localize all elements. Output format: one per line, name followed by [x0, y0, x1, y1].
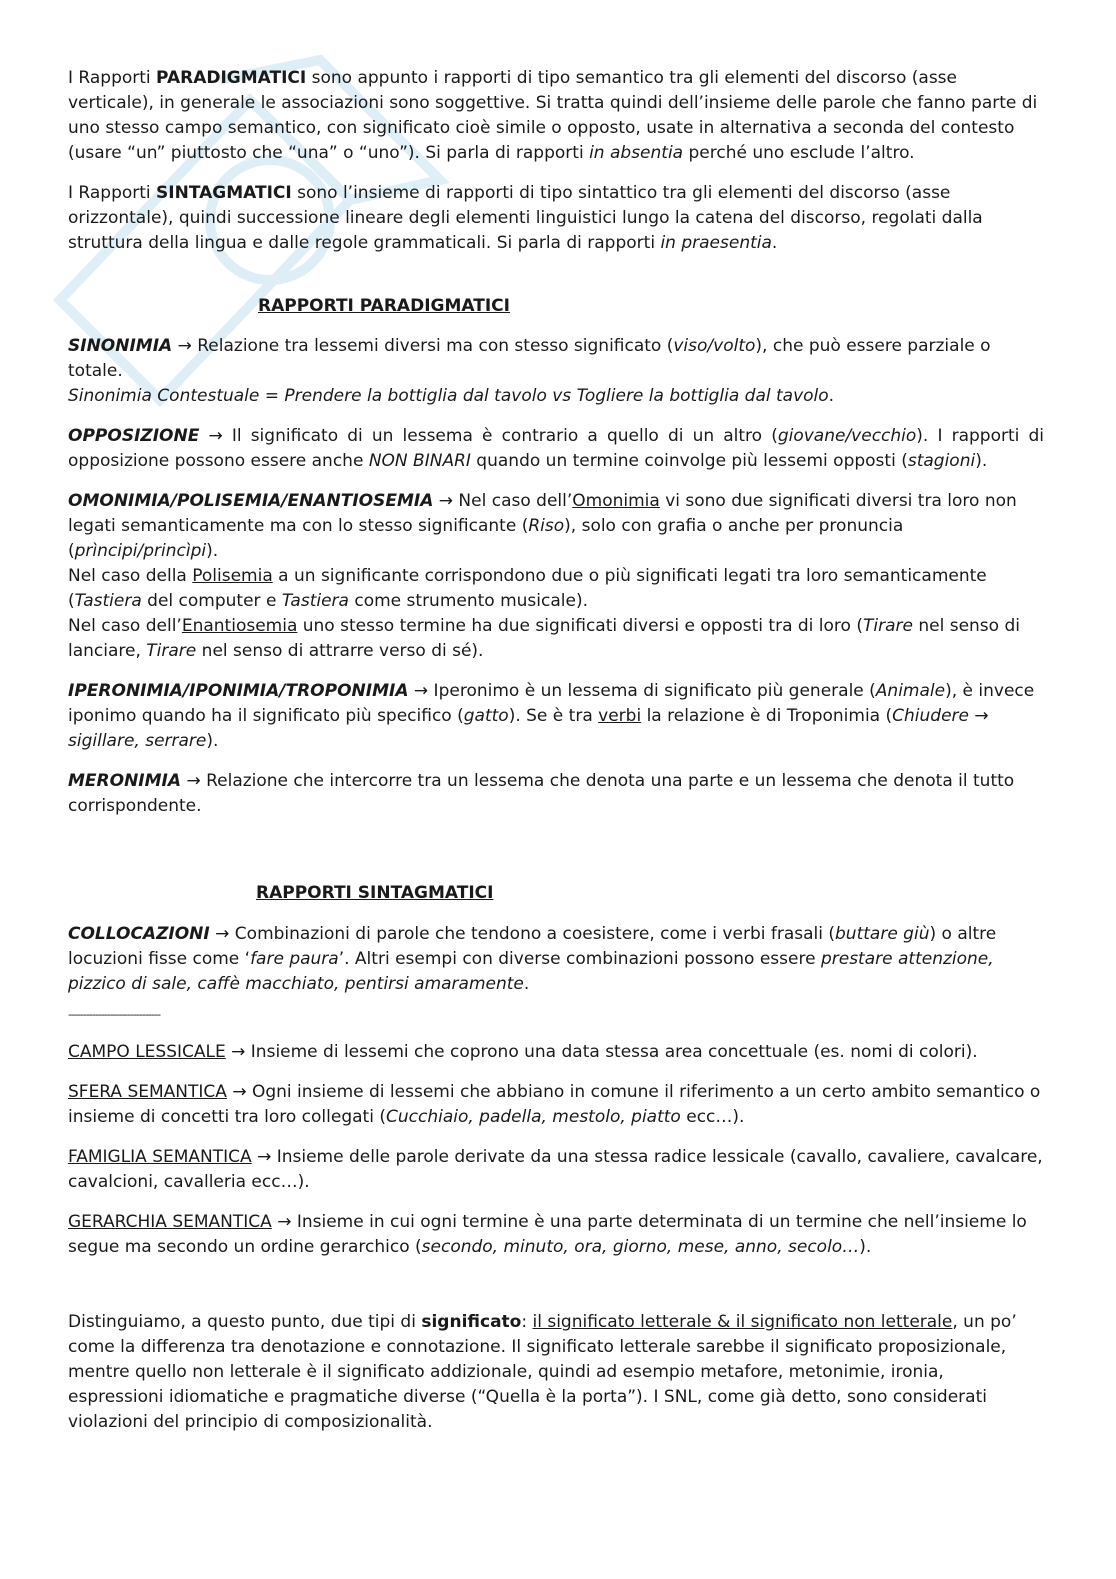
campo-lessicale-paragraph [68, 1040, 1044, 1065]
text: sono l’insieme di rapporti di tipo sintattico tra gli elementi del discorso (asse orizzontale), quindi successione lineare degli elementi linguistici lungo la catena del discorso, regolati dalla struttura della lingua e dalle regole grammaticali. Si parla di rapporti [68, 183, 983, 253]
underlined-term: Omonimia [572, 491, 660, 511]
italic-term: buttare giù [835, 924, 930, 944]
italic-example: Sinonimia Contestuale = Prendere la bottiglia dal tavolo vs Togliere la bottiglia dal tavolo [68, 386, 829, 406]
italic-term: fare paura [250, 949, 339, 969]
underlined-term: SFERA SEMANTICA [68, 1082, 227, 1102]
document-page [68, 66, 1044, 1450]
italic-term: Tastiera [281, 591, 349, 611]
text: ecc…). [680, 1107, 745, 1127]
text: uno stesso termine ha due significati diversi e opposti tra di loro ( [297, 616, 863, 636]
text: I Rapporti [68, 68, 157, 88]
italic-term: giovane/vecchio [777, 426, 917, 446]
underlined-term: CAMPO LESSICALE [68, 1042, 226, 1062]
text: ). [206, 731, 219, 751]
text: quando un termine coinvolge più lessemi opposti ( [470, 451, 908, 471]
italic-term: Tastiera [74, 591, 142, 611]
bold-term: significato [421, 1312, 522, 1332]
text: a un significante corrispondono due o più significati legati tra loro semanticamente ( [68, 566, 987, 611]
text: . [771, 233, 778, 253]
term: MERONIMIA [68, 771, 182, 791]
term: OMONIMIA/POLISEMIA/ENANTIOSEMIA [68, 491, 434, 511]
text: sono appunto i rapporti di tipo semantico tra gli elementi del discorso (asse verticale), in generale le associazioni sono soggettive. Si tratta quindi dell’insieme delle parole che fanno parte di uno stesso campo semantico, con significato cioè simile o opposto, usate in alternativa a seconda del contesto (usare “un” piuttosto che “una” o “uno”). Si parla di rapporti [68, 68, 1038, 163]
arrow-icon: → [257, 1147, 272, 1167]
text: nel senso di attrarre verso di sé). [196, 641, 484, 661]
text: Relazione che intercorre tra un lessema che denota una parte e un lessema che denota il tutto corrispondente. [68, 771, 1015, 816]
text: Ogni insieme di lessemi che abbiano in comune il riferimento a un certo ambito semantico o insieme di concetti tra loro collegati ( [68, 1082, 1041, 1127]
term: OPPOSIZIONE [68, 426, 200, 446]
text: Nel caso dell’ [453, 491, 573, 511]
term: COLLOCAZIONI [68, 924, 210, 944]
italic-term: viso/volto [673, 336, 756, 356]
text: la relazione è di Troponimia ( [641, 706, 893, 726]
arrow-icon: → [438, 491, 454, 511]
collocazioni-paragraph [68, 922, 1044, 997]
underlined-term: il significato letterale & il significato non letterale [532, 1312, 953, 1332]
conclusione-paragraph [68, 1310, 1044, 1435]
text: perché uno esclude l’altro. [683, 143, 915, 163]
text: ’. Altri esempi con diverse combinazioni possono essere [338, 949, 821, 969]
intro-paradigmatici [68, 66, 1044, 166]
text: Relazione tra lessemi diversi ma con stesso significato ( [191, 336, 674, 356]
underlined-term: GERARCHIA SEMANTICA [68, 1212, 272, 1232]
text: . [523, 974, 530, 994]
italic-term: stagioni [907, 451, 976, 471]
underlined-term: Polisemia [192, 566, 273, 586]
arrow-icon: → [277, 1212, 292, 1232]
text: Nel caso della [68, 566, 193, 586]
text: nel senso di lanciare, [68, 616, 1020, 661]
text: come strumento musicale). [348, 591, 588, 611]
text: . [828, 386, 835, 406]
gerarchia-semantica-paragraph [68, 1210, 1044, 1260]
bold-term: PARADIGMATICI [156, 68, 307, 88]
text: Distinguiamo, a questo punto, due tipi di [68, 1312, 422, 1332]
text: ). [206, 541, 219, 561]
iperonimia-paragraph [68, 679, 1044, 754]
underlined-term: verbi [598, 706, 642, 726]
meronimia-paragraph [68, 769, 1044, 819]
italic-term: in absentia [589, 143, 684, 163]
text: ). I rapporti di opposizione possono essere anche [68, 426, 1044, 471]
italic-term: Chiudere → sigillare, serrare [68, 706, 989, 751]
arrow-icon: → [232, 1082, 247, 1102]
text: del computer e [141, 591, 282, 611]
famiglia-semantica-paragraph [68, 1145, 1044, 1195]
heading-sintagmatici: RAPPORTI SINTAGMATICI [256, 883, 494, 903]
italic-term: Cucchiaio, padella, mestolo, piatto [385, 1107, 681, 1127]
term: SINONIMIA [68, 336, 173, 356]
bold-term: SINTAGMATICI [156, 183, 292, 203]
italic-term: Tirare [862, 616, 913, 636]
text: ) o altre locuzioni fisse come ‘ [68, 924, 997, 969]
italic-term: Riso [528, 516, 565, 536]
underlined-term: FAMIGLIA SEMANTICA [68, 1147, 252, 1167]
arrow-icon: → [215, 924, 230, 944]
separator-line: ------------------------------- [68, 1008, 161, 1021]
text: Insieme delle parole derivate da una stessa radice lessicale (cavallo, cavaliere, cavalcare, cavalcioni, cavalleria ecc…). [68, 1147, 1043, 1192]
heading-paradigmatici: RAPPORTI PARADIGMATICI [258, 296, 510, 316]
italic-term: gatto [463, 706, 509, 726]
text: Insieme in cui ogni termine è una parte determinata di un termine che nell’insieme lo segue ma secondo un ordine gerarchico ( [68, 1212, 1027, 1257]
italic-term: secondo, minuto, ora, giorno, mese, anno, secolo… [421, 1237, 860, 1257]
text: ). Se è tra [508, 706, 599, 726]
term: IPERONIMIA/IPONIMIA/TROPONIMIA [68, 681, 409, 701]
text: ). [975, 451, 988, 471]
text: ), che può essere parziale o totale. [68, 336, 991, 381]
italic-term: prìncipi/princìpi [74, 541, 207, 561]
text: , un po’ come la differenza tra denotazione e connotazione. Il significato letterale sarebbe il significato proposizionale, mentre quello non letterale è il significato addizionale, quindi ad esempio metafore, metonimie, ironia, espressioni idiomatiche e pragmatiche diverse (“Quella è la porta”). I SNL, come già detto, sono considerati violazioni del principio di composizionalità. [68, 1312, 1017, 1432]
text: Il significato di un lessema è contrario a quello di un altro ( [222, 426, 778, 446]
italic-term: in praesentia [660, 233, 772, 253]
italic-term: prestare attenzione, pizzico di sale, caffè macchiato, pentirsi amaramente [68, 949, 994, 994]
underlined-term: Enantiosemia [181, 616, 298, 636]
arrow-icon: → [186, 771, 201, 791]
text: I Rapporti [68, 183, 157, 203]
arrow-icon: → [208, 426, 223, 446]
arrow-icon: → [231, 1042, 246, 1062]
italic-term: Animale [875, 681, 946, 701]
italic-term: Tirare [146, 641, 197, 661]
text: ), solo con grafia o anche per pronuncia ( [68, 516, 904, 561]
italic-term: NON BINARI [368, 451, 471, 471]
text: Nel caso dell’ [68, 616, 182, 636]
sfera-semantica-paragraph [68, 1080, 1044, 1130]
text: vi sono due significati diversi tra loro non legati semanticamente ma con lo stesso significante ( [68, 491, 1017, 536]
text: Insieme di lessemi che coprono una data stessa area concettuale (es. nomi di colori). [245, 1042, 978, 1062]
arrow-icon: → [413, 681, 429, 701]
text: : [521, 1312, 533, 1332]
intro-sintagmatici [68, 181, 1044, 256]
text: ), è invece iponimo quando ha il significato più specifico ( [68, 681, 1035, 726]
text: ). [859, 1237, 872, 1257]
omonimia-paragraph [68, 489, 1044, 664]
opposizione-paragraph [68, 424, 1044, 474]
text: Combinazioni di parole che tendono a coesistere, come i verbi frasali ( [229, 924, 836, 944]
arrow-icon: → [177, 336, 192, 356]
sinonimia-paragraph [68, 334, 1044, 409]
text: Iperonimo è un lessema di significato più generale ( [428, 681, 876, 701]
